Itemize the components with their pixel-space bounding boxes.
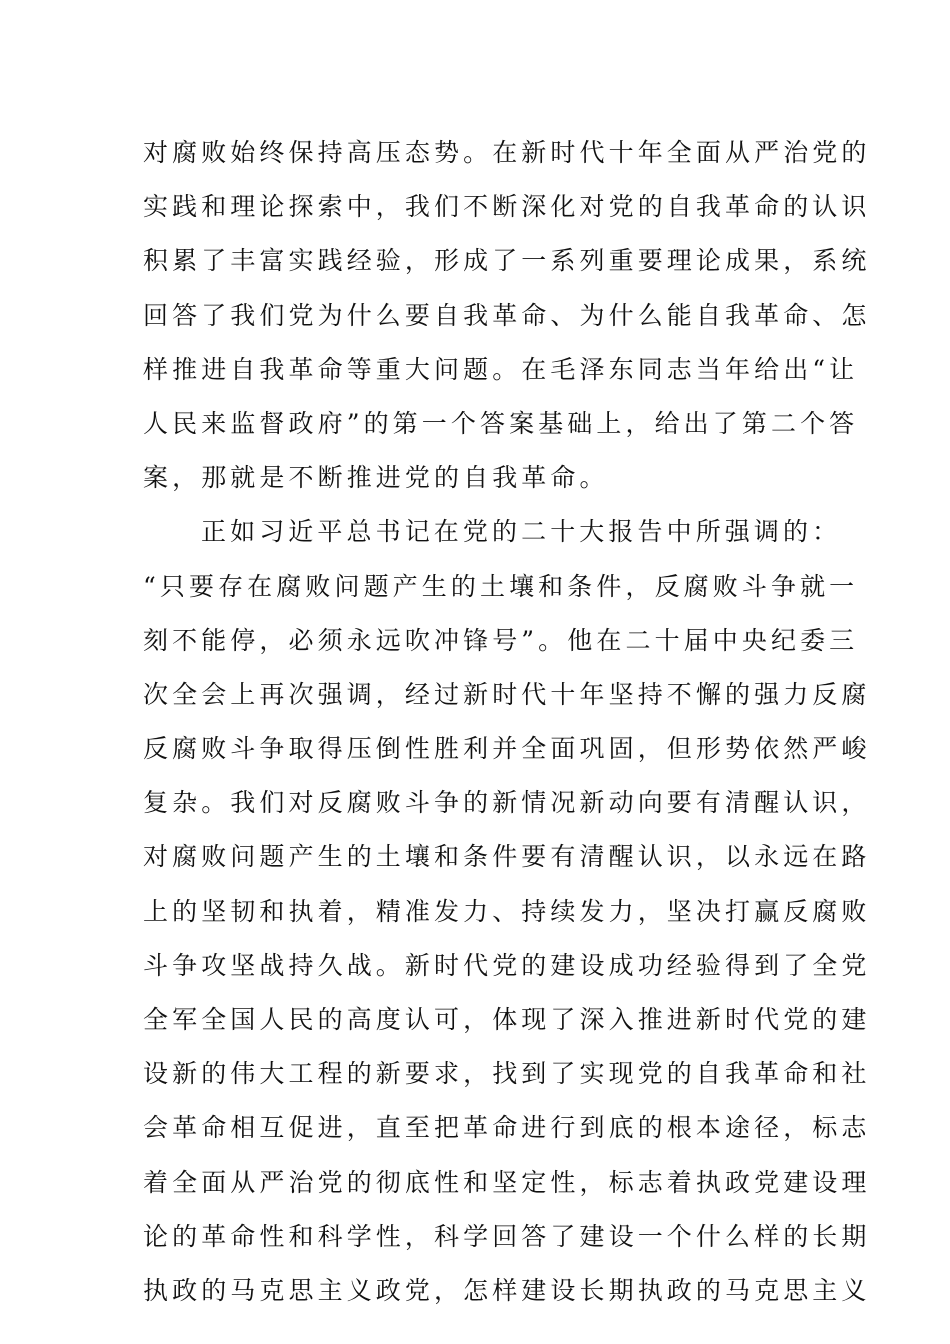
text-line: 正如习近平总书记在党的二十大报告中所强调的： (201, 517, 842, 547)
text-line: 设新的伟大工程的新要求，找到了实现党的自我革命和社 (143, 1059, 871, 1089)
text-line: 上的坚韧和执着，精准发力、持续发力，坚决打赢反腐败 (143, 896, 871, 926)
body-text (143, 130, 871, 1322)
text-line: 案，那就是不断推进党的自我革命。 (143, 463, 609, 493)
text-line: 积累了丰富实践经验，形成了一系列重要理论成果，系统 (143, 246, 871, 276)
text-line: 论的革命性和科学性，科学回答了建设一个什么样的长期 (143, 1221, 871, 1251)
text-line: 全军全国人民的高度认可，体现了深入推进新时代党的建 (143, 1005, 871, 1034)
text-line: 实践和理论探索中，我们不断深化对党的自我革命的认识 (143, 192, 871, 222)
text-line: 人民来监督政府”的第一个答案基础上，给出了第二个答 (143, 408, 859, 438)
paragraph-1 (143, 130, 871, 509)
text-line: “只要存在腐败问题产生的土壤和条件，反腐败斗争就一 (143, 571, 859, 601)
text-line: 斗争攻坚战持久战。新时代党的建设成功经验得到了全党 (143, 950, 871, 980)
text-line: 执政的马克思主义政党，怎样建设长期执政的马克思主义 (143, 1275, 871, 1305)
text-line: 回答了我们党为什么要自我革命、为什么能自我革命、怎 (143, 300, 871, 330)
text-line: 对腐败始终保持高压态势。在新时代十年全面从严治党的 (143, 138, 871, 167)
text-line: 着全面从严治党的彻底性和坚定性，标志着执政党建设理 (143, 1167, 871, 1197)
text-line: 样推进自我革命等重大问题。在毛泽东同志当年给出“让 (143, 354, 859, 384)
paragraph-2 (143, 509, 871, 1322)
text-line: 次全会上再次强调，经过新时代十年坚持不懈的强力反腐 (143, 679, 871, 709)
text-line: 反腐败斗争取得压倒性胜利并全面巩固，但形势依然严峻 (143, 734, 871, 764)
text-line: 会革命相互促进，直至把革命进行到底的根本途径，标志 (143, 1113, 871, 1143)
text-line: 复杂。我们对反腐败斗争的新情况新动向要有清醒认识， (143, 788, 871, 818)
text-line: 对腐败问题产生的土壤和条件要有清醒认识，以永远在路 (143, 842, 871, 872)
text-line: 刻不能停，必须永远吹冲锋号”。他在二十届中央纪委三 (143, 625, 859, 655)
